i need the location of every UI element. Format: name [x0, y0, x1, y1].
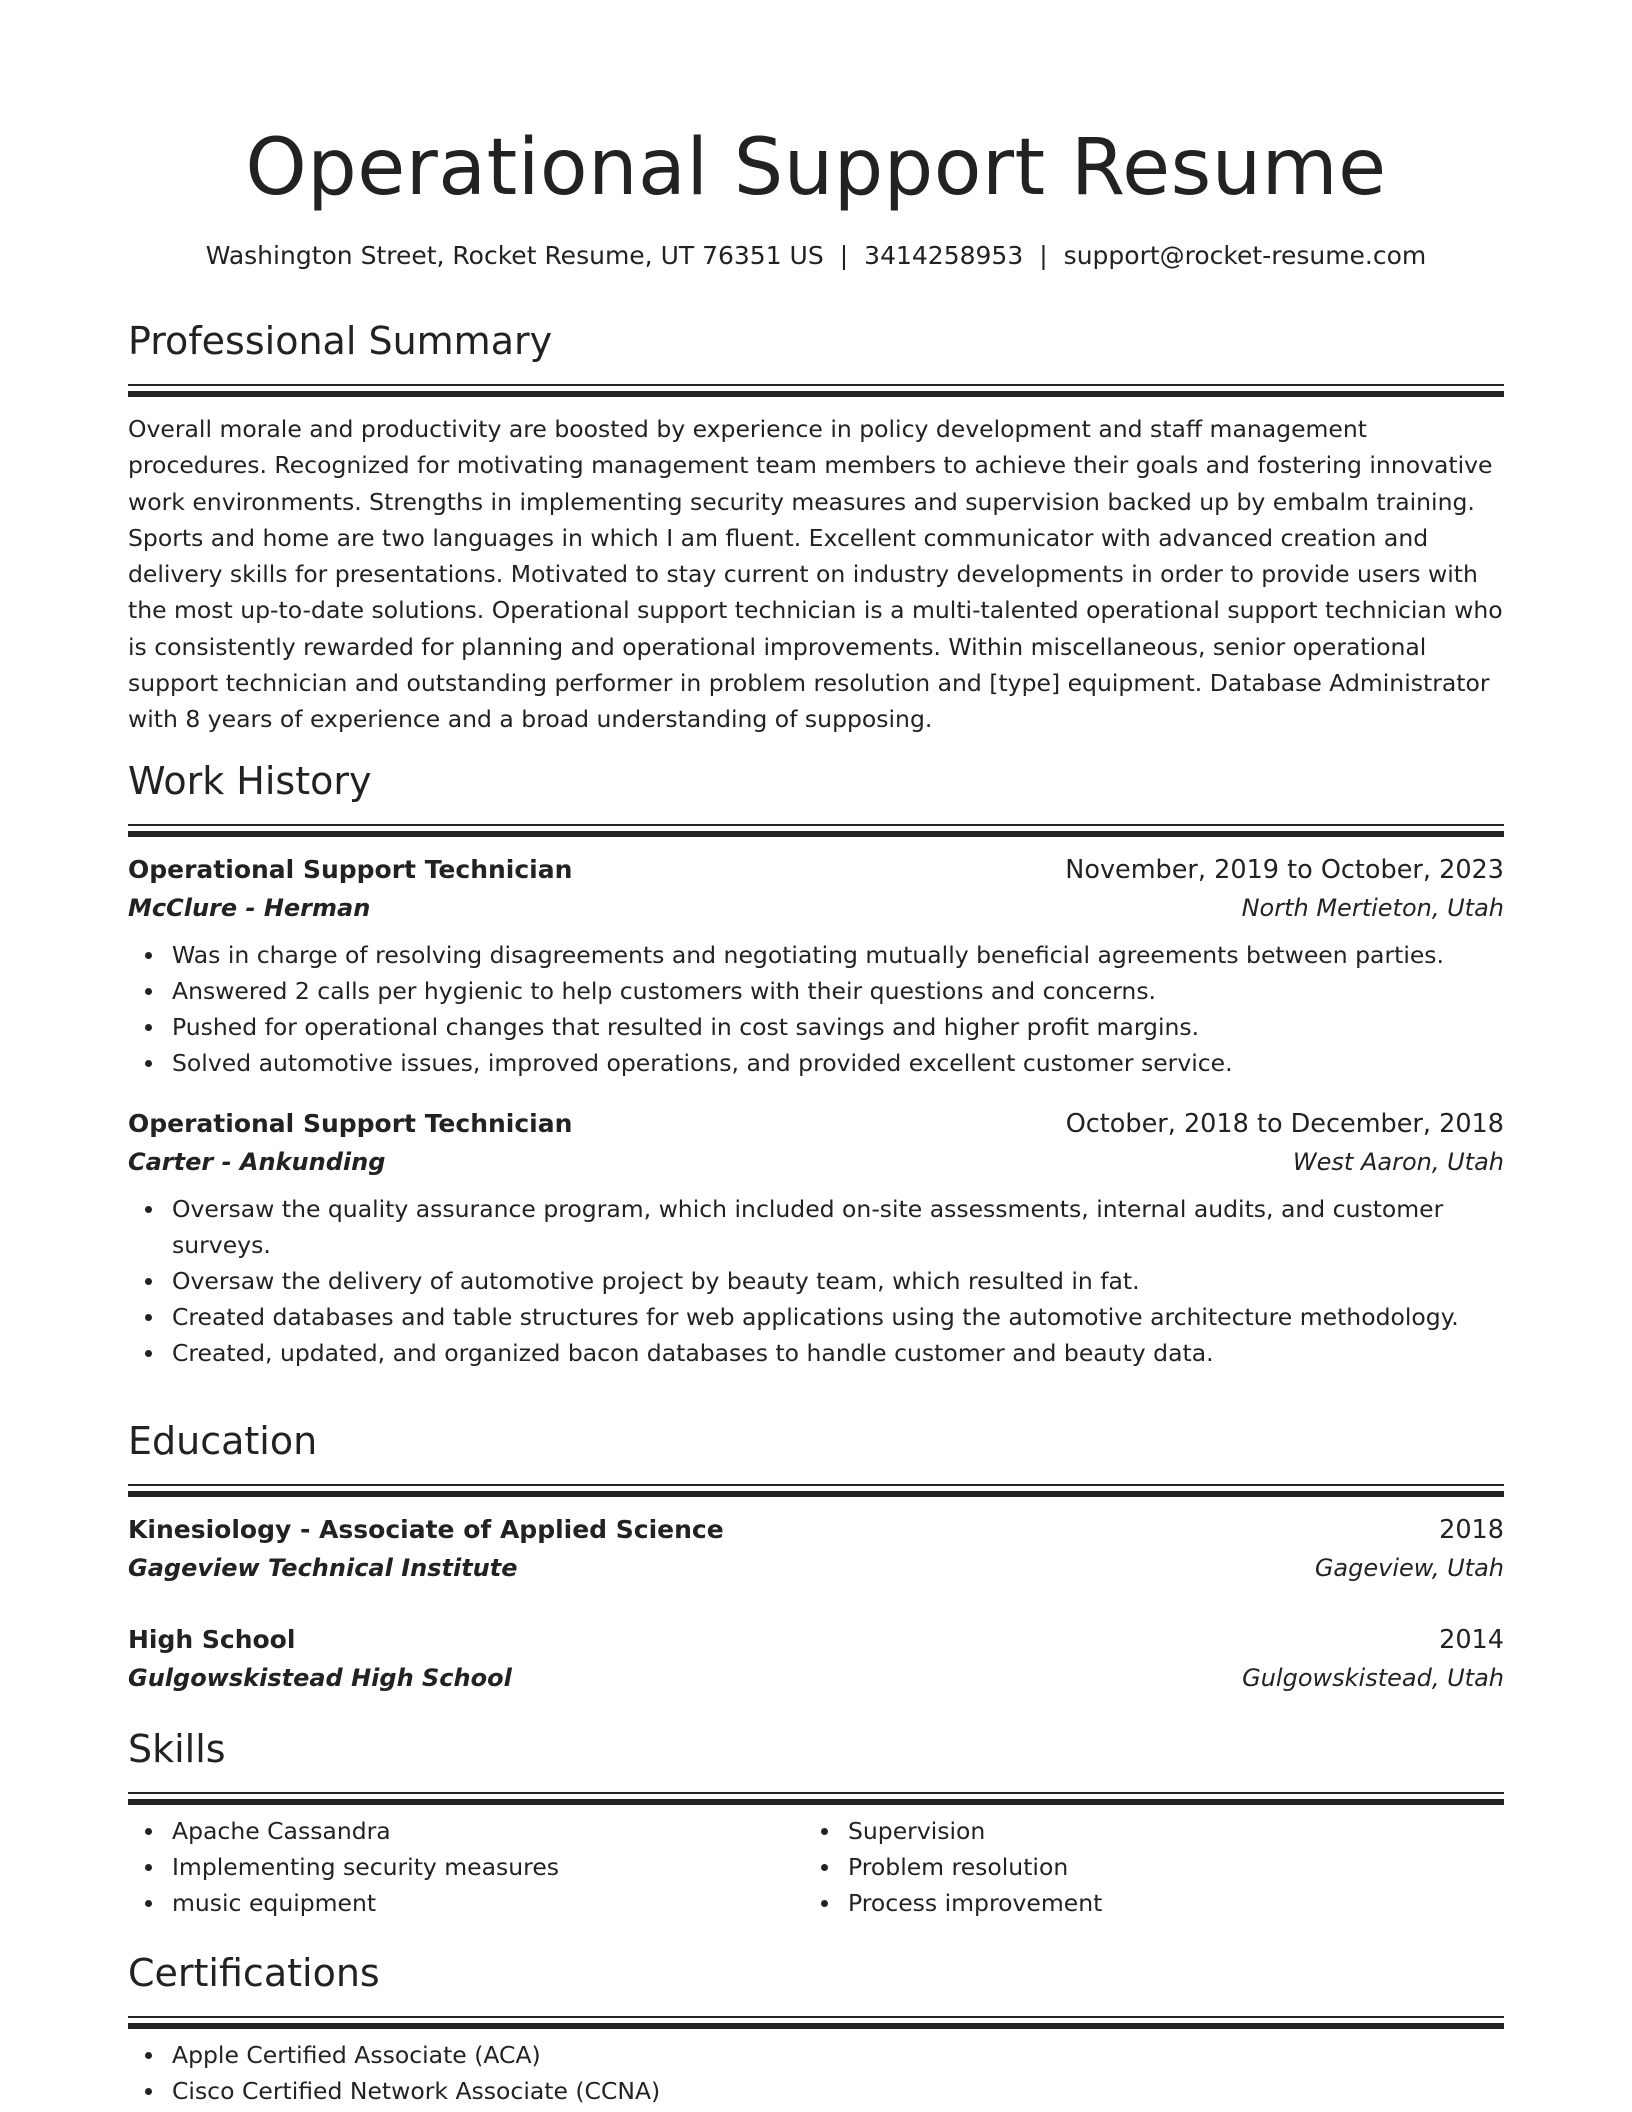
list-item: Was in charge of resolving disagreements and negotiating mutually beneficial agreements between parties.	[172, 937, 1504, 973]
section-divider	[128, 391, 1504, 397]
job-header-row	[128, 1105, 1504, 1143]
job-title: Operational Support Technician	[128, 855, 573, 884]
list-item: Oversaw the delivery of automotive project by beauty team, which resulted in fat.	[172, 1263, 1504, 1299]
education-entry	[128, 1511, 1504, 1587]
certifications-list	[128, 2037, 1504, 2109]
job-company-row	[128, 1143, 1504, 1181]
section-divider	[128, 2016, 1504, 2018]
list-item: Apple Certified Associate (ACA)	[172, 2037, 1504, 2073]
skills-section	[128, 1724, 1504, 1921]
section-heading: Certifications	[128, 1951, 380, 1995]
contact-email: support@rocket-resume.com	[1063, 241, 1427, 270]
contact-phone: 3414258953	[864, 241, 1024, 270]
education-header-row	[128, 1511, 1504, 1549]
education-year: 2014	[1439, 1625, 1504, 1655]
job-location: North Mertieton, Utah	[1241, 894, 1504, 922]
education-school: Gageview Technical Institute	[128, 1554, 518, 1582]
section-divider	[128, 824, 1504, 826]
section-divider	[128, 2023, 1504, 2029]
contact-line	[128, 238, 1504, 274]
list-item: Created databases and table structures for web applications using the automotive architecture methodology.	[172, 1299, 1504, 1335]
section-heading: Skills	[128, 1727, 226, 1771]
work-history-section	[128, 756, 1504, 1371]
education-location: Gageview, Utah	[1314, 1554, 1504, 1582]
section-divider	[128, 1484, 1504, 1486]
skills-list-left	[128, 1813, 804, 1921]
job-title: Operational Support Technician	[128, 1109, 573, 1138]
list-item: Oversaw the quality assurance program, which included on-site assessments, internal audits, and customer surveys.	[172, 1191, 1504, 1263]
education-section	[128, 1416, 1504, 1697]
job-header-row	[128, 851, 1504, 889]
education-school-row	[128, 1659, 1504, 1697]
list-item: Answered 2 calls per hygienic to help customers with their questions and concerns.	[172, 973, 1504, 1009]
list-item: Process improvement	[848, 1885, 1480, 1921]
job-entry	[128, 851, 1504, 1081]
section-divider	[128, 1491, 1504, 1497]
education-year: 2018	[1439, 1515, 1504, 1545]
education-degree: High School	[128, 1625, 296, 1654]
job-bullets	[128, 1191, 1504, 1371]
job-dates: November, 2019 to October, 2023	[1065, 855, 1504, 885]
contact-separator: |	[1039, 241, 1048, 270]
job-bullets	[128, 937, 1504, 1081]
job-company: Carter - Ankunding	[128, 1148, 386, 1176]
job-location: West Aaron, Utah	[1292, 1148, 1504, 1176]
list-item: Implementing security measures	[172, 1849, 804, 1885]
list-item: Pushed for operational changes that resulted in cost savings and higher profit margins.	[172, 1009, 1504, 1045]
certifications-section	[128, 1948, 1504, 2109]
summary-text: Overall morale and productivity are boosted by experience in policy development and staff management procedures. Recognized for motivating management team members to achieve their goals and fostering innovative work environments. Strengths in implementing security measures and supervision backed up by embalm training. Sports and home are two languages in which I am fluent. Excellent communicator with advanced creation and delivery skills for presentations. Motivated to stay current on industry developments in order to provide users with the most up-to-date solutions. Operational support technician is a multi-talented operational support technician who is consistently rewarded for planning and operational improvements. Within miscellaneous, senior operational support technician and outstanding performer in problem resolution and [type] equipment. Database Administrator with 8 years of experience and a broad understanding of supposing.	[128, 415, 1503, 734]
list-item: Apache Cassandra	[172, 1813, 804, 1849]
section-divider	[128, 384, 1504, 386]
section-divider	[128, 1792, 1504, 1794]
job-company: McClure - Herman	[128, 894, 371, 922]
section-divider	[128, 1799, 1504, 1805]
skills-list-right	[804, 1813, 1480, 1921]
education-entry	[128, 1621, 1504, 1697]
section-heading: Education	[128, 1419, 318, 1463]
education-school-row	[128, 1549, 1504, 1587]
contact-separator: |	[839, 241, 849, 270]
job-company-row	[128, 889, 1504, 927]
contact-address: Washington Street, Rocket Resume, UT 76351 US	[205, 241, 824, 270]
education-degree: Kinesiology - Associate of Applied Science	[128, 1515, 724, 1544]
section-divider	[128, 831, 1504, 837]
resume-title: Operational Support Resume	[245, 123, 1387, 213]
job-entry	[128, 1105, 1504, 1371]
list-item: Created, updated, and organized bacon databases to handle customer and beauty data.	[172, 1335, 1504, 1371]
job-dates: October, 2018 to December, 2018	[1065, 1109, 1504, 1139]
section-heading: Work History	[128, 759, 372, 803]
education-school: Gulgowskistead High School	[128, 1664, 512, 1692]
list-item: Supervision	[848, 1813, 1480, 1849]
education-header-row	[128, 1621, 1504, 1659]
summary-section	[128, 316, 1504, 738]
list-item: Cisco Certified Network Associate (CCNA)	[172, 2073, 1504, 2109]
list-item: Solved automotive issues, improved operations, and provided excellent customer service.	[172, 1045, 1504, 1081]
list-item: Problem resolution	[848, 1849, 1480, 1885]
list-item: music equipment	[172, 1885, 804, 1921]
section-heading: Professional Summary	[128, 319, 553, 363]
education-location: Gulgowskistead, Utah	[1242, 1664, 1504, 1692]
skills-columns	[128, 1813, 1504, 1921]
